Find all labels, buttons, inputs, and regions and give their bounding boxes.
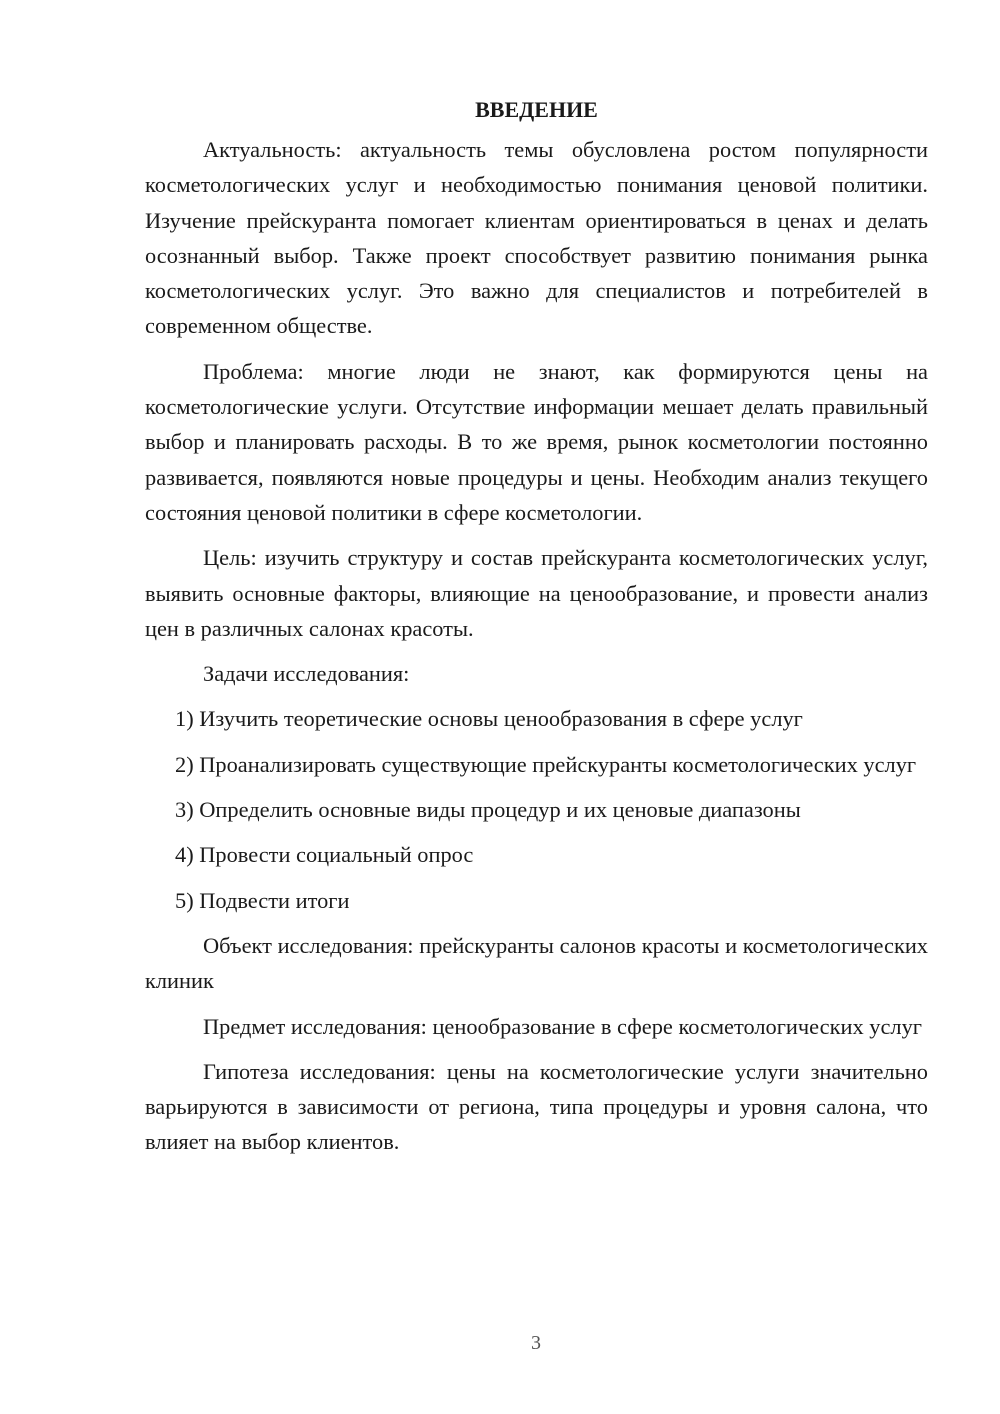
tasks-heading: Задачи исследования: xyxy=(203,661,410,687)
hypothesis-paragraph: Гипотеза исследования: цены на косметологические услуги значительно варьируются в зависимости от региона, типа процедуры и уровня салона, что влияет на выбор клиентов. xyxy=(145,1058,928,1155)
task-item-4: 4) Провести социальный опрос xyxy=(175,842,474,868)
task-item-3: 3) Определить основные виды процедур и их ценовые диапазоны xyxy=(175,797,801,823)
task-item-1: 1) Изучить теоретические основы ценообразования в сфере услуг xyxy=(175,706,803,732)
document-page xyxy=(145,92,928,1170)
page-number: 3 xyxy=(531,1332,541,1354)
object-paragraph: Объект исследования: прейскуранты салонов красоты и косметологических клиник xyxy=(145,932,928,994)
page-title: ВВЕДЕНИЕ xyxy=(475,97,598,122)
relevance-paragraph: Актуальность: актуальность темы обусловлена ростом популярности косметологических услуг и необходимостью понимания ценовой политики. Изучение прейскуранта помогает клиентам ориентироваться в ценах и делать осознанный выбор. Также проект способствует развитию понимания рынка косметологических услуг. Это важно для специалистов и потребителей в современном обществе. xyxy=(145,137,928,339)
subject-paragraph: Предмет исследования: ценообразование в сфере косметологических услуг xyxy=(203,1013,922,1039)
problem-paragraph: Проблема: многие люди не знают, как формируются цены на косметологические услуги. Отсутствие информации мешает делать правильный выбор и планировать расходы. В то же время, рынок косметологии постоянно развивается, появляются новые процедуры и цены. Необходим анализ текущего состояния ценовой политики в сфере косметологии. xyxy=(145,358,928,525)
task-item-5: 5) Подвести итоги xyxy=(175,887,350,913)
goal-paragraph: Цель: изучить структуру и состав прейскуранта косметологических услуг, выявить основные факторы, влияющие на ценообразование, и провести анализ цен в различных салонах красоты. xyxy=(145,545,928,641)
task-item-2: 2) Проанализировать существующие прейскуранты косметологических услуг xyxy=(175,751,917,777)
